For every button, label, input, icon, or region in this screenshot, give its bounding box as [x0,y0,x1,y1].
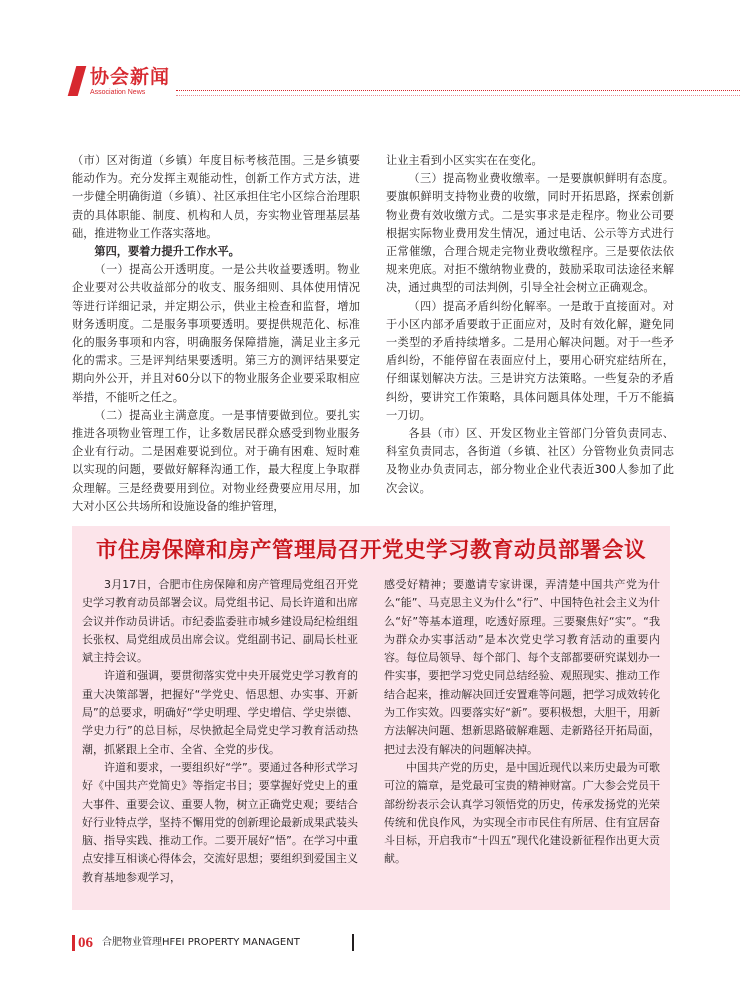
paragraph: （市）区对街道（乡镇）年度目标考核范围。三是乡镇要能动作为。充分发挥主观能动性，创新工作方式方法，进一步健全明确街道（乡镇）、社区承担住宅小区综合治理职责的具体职能、制度、机构和人员，夯实物业管理基层基础，推进物业工作落实落地。 [72,154,360,240]
paragraph: 感受好精神；要邀请专家讲课，弄清楚中国共产党为什么“能”、马克思主义为什么“行”、中国特色社会主义为什么“好”等基本道理，吃透好原理。三要聚焦好“实”。“我为群众办实事活动”是本次党史学习教育活动的重要内容。每位局领导、每个部门、每个支部都要研究谋划办一件实事，要把学习党史同总结经验、观照现实、推动工作结合起来，推动解决回迁安置难等问题，把学习成效转化为工作实效。四要落实好“新”。要积极想，大胆干，用新方法解决问题、想新思路破解难题、走新路径开拓局面，把过去没有解决的问题解决掉。 [384,578,660,756]
paragraph: 3月17日，合肥市住房保障和房产管理局党组召开党史学习教育动员部署会议。局党组书记、局长许道和出席会议并作动员讲话。市纪委监委驻市城乡建设局纪检组组长张权、局党组成员出席会议。党组副书记、副局长杜亚斌主持会议。 [82,578,358,665]
header-accent-slash [68,66,87,96]
section-subtitle: Association News [90,89,146,96]
paragraph: （二）提高业主满意度。一是事情要做到位。要扎实推进各项物业管理工作，让多数居民群众感受到物业服务企业有行动。二是困难要说到位。对于确有困难、短时难以实现的问题，要做好解释沟通工作，最大程度上争取群众理解。三是经费要用到位。对物业经费要应用尽用，加大对小区公共场所和设施设备的维护管理， [72,408,360,513]
paragraph: 许道和要求，一要组织好“学”。要通过各种形式学习好《中国共产党简史》等指定书目；要掌握好党史上的重大事件、重要会议、重要人物，树立正确党史观；要结合好行业特点学，坚持不懈用党的创新理论最新成果武装头脑、指导实践、推动工作。二要开展好“悟”。在学习中重点安排互相谈心得体会，交流好思想；要组织到爱国主义教育基地参观学习， [82,760,358,884]
article-right-column [386,152,674,498]
paragraph: 许道和强调，要贯彻落实党中央开展党史学习教育的重大决策部署，把握好“学党史、悟思想、办实事、开新局”的总要求，明确好“学史明理、学史增信、学史崇德、学史力行”的总目标，尽快掀起全局党史学习教育活动热潮，抓紧跟上全市、全省、全党的步伐。 [82,669,358,756]
featured-article-box [72,526,670,910]
header-divider [176,90,740,91]
page-number: 06 [78,935,93,951]
paragraph: （一）提高公开透明度。一是公共收益要透明。物业企业要对公共收益部分的收支、服务细则、具体使用情况等进行详细记录，并定期公示，供业主检查和监督，增加财务透明度。二是服务事项要透明。要提供规范化、标准化的服务事项和内容，明确服务保障措施，满足业主多元化的需求。三是评判结果要透明。第三方的测评结果要定期向外公开，并且对60分以下的物业服务企业要采取相应举措，不能听之任之。 [72,263,360,404]
paragraph: 各县（市）区、开发区物业主管部门分管负责同志、科室负责同志，各街道（乡镇、社区）分管物业负责同志及物业办负责同志，部分物业企业代表近300人参加了此次会议。 [386,427,674,495]
header-divider-secondary [176,95,740,96]
featured-left-column [82,576,358,887]
section-heading: 第四，要着力提升工作水平。 [94,245,240,259]
paragraph: 让业主看到小区实实在在变化。 [386,154,543,167]
footer-accent-bar [72,935,75,951]
paragraph: 中国共产党的历史，是中国近现代以来历史最为可歌可泣的篇章，是党最可宝贵的精神财富。广大参会党员干部纷纷表示会认真学习领悟党的历史，传承发扬党的光荣传统和优良作风，为实现全市市民住有所居、住有宜居奋斗目标，开启我市“十四五”现代化建设新征程作出更大贡献。 [384,760,660,866]
footer-end-bar [352,934,354,951]
article-left-column [72,152,360,516]
publication-name: 合肥物业管理HFEI PROPERTY MANAGENT [102,937,300,948]
section-title: 协会新闻 [90,66,171,88]
featured-article-title: 市住房保障和房产管理局召开党史学习教育动员部署会议 [95,538,646,563]
featured-right-column [384,576,660,869]
paragraph: （四）提高矛盾纠纷化解率。一是敢于直接面对。对于小区内部矛盾要敢于正面应对，及时有效化解，避免同一类型的矛盾持续增多。二是用心解决问题。对于一些矛盾纠纷，不能停留在表面应付上，要用心研究症结所在，仔细谋划解决方法。三是讲究方法策略。一些复杂的矛盾纠纷，要讲究工作策略，具体问题具体处理，千万不能搞一刀切。 [386,299,674,422]
section-header [72,64,692,100]
page-footer [72,932,472,954]
paragraph: （三）提高物业费收缴率。一是要旗帜鲜明有态度。要旗帜鲜明支持物业费的收缴，同时开拓思路，探索创新物业费有效收缴方式。二是实事求是走程序。物业公司要根据实际物业费用发生情况，通过电话、公示等方式进行正常催缴，合理合规走完物业费收缴程序。三是要依法依规来兜底。对拒不缴纳物业费的，鼓励采取司法途径来解决，通过典型的司法判例，引导全社会树立正确观念。 [386,172,674,295]
